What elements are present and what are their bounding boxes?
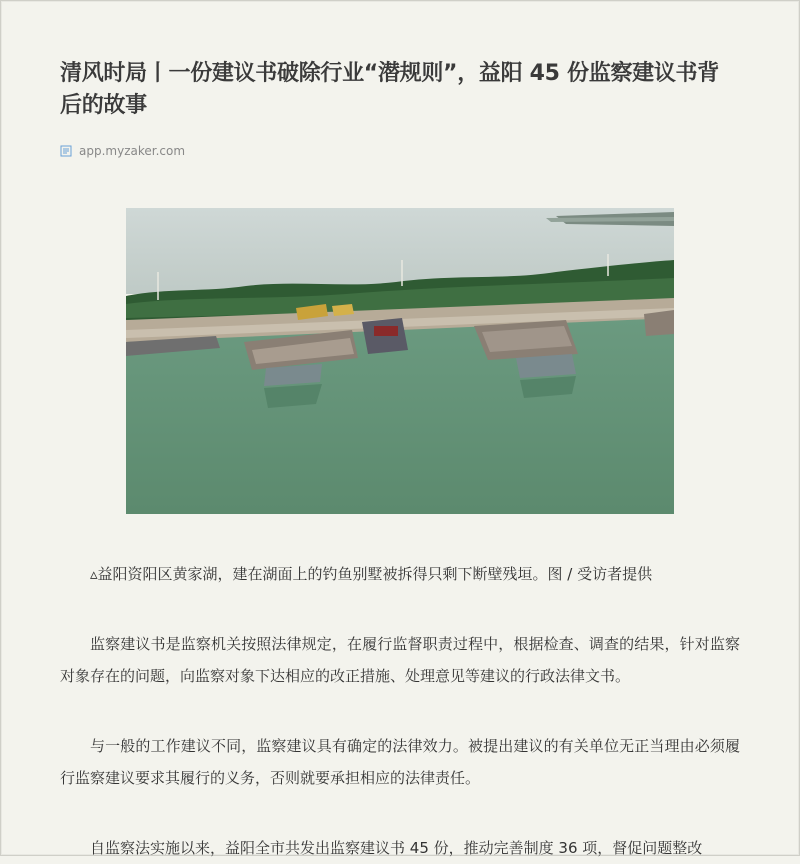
article-photo [126, 208, 674, 514]
article-source [60, 142, 740, 160]
paragraph: 与一般的工作建议不同，监察建议具有确定的法律效力。被提出建议的有关单位无正当理由必须履行监察建议要求其履行的义务，否则就要承担相应的法律责任。 [60, 737, 740, 787]
document-icon [60, 145, 72, 157]
aerial-lake-photo [126, 208, 674, 514]
paragraph: 监察建议书是监察机关按照法律规定，在履行监督职责过程中，根据检查、调查的结果，针对监察对象存在的问题，向监察对象下达相应的改正措施、处理意见等建议的行政法律文书。 [60, 635, 740, 685]
article-title: 清风时局丨一份建议书破除行业“潜规则”，益阳 45 份监察建议书背后的故事 [60, 61, 719, 118]
photo-caption: ▵益阳资阳区黄家湖，建在湖面上的钓鱼别墅被拆得只剩下断壁残垣。图 / 受访者提供 [90, 565, 653, 583]
source-link[interactable]: app.myzaker.com [79, 144, 186, 158]
paragraph: 自监察法实施以来，益阳全市共发出监察建议书 45 份，推动完善制度 36 项，督促问题整改 [90, 839, 703, 857]
article [60, 58, 740, 864]
